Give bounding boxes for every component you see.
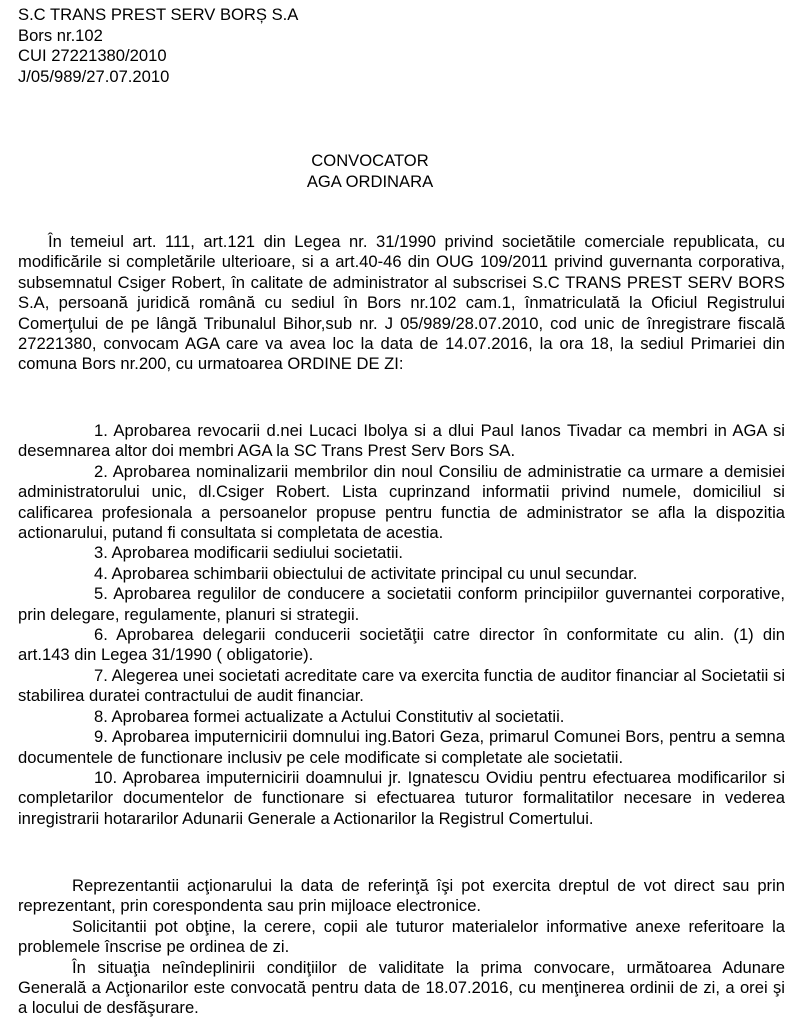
agenda-item: 3. Aprobarea modificarii sediului societatii.: [94, 543, 403, 563]
intro-paragraph: În temeiul art. 111, art.121 din Legea nr. 31/1990 privind societătile comerciale republicata, cu modificările si completările ulterioare, si a art.40-46 din OUG 109/2011 privind guvernanta corporativa, subsemnatul Csiger Robert, în calitate de administrator al subscrisei S.C TRANS PREST SERV BORS S.A, persoană juridică română cu sediul în Bors nr.102 cam.1, înmatriculată la Oficiul Registrului Comerţului de pe lângă Tribunalul Bihor,sub nr. J 05/989/28.07.2010, cod unic de înregistrare fiscală 27221380, convocam AGA care va avea loc la data de 14.07.2016, la ora 18, la sediul Primariei din comuna Bors nr.200, cu urmatoarea ORDINE DE ZI:: [18, 232, 785, 374]
closing-section: [18, 876, 785, 1019]
agenda-item: 4. Aprobarea schimbarii obiectului de activitate principal cu unul secundar.: [94, 563, 638, 583]
closing-paragraph-second-convocation: În situaţia neîndeplinirii condiţiilor de validitate la prima convocare, următoarea Adunare Generală a Acţionarilor este convocată pentru data de 18.07.2016, cu menţinerea ordinii de zi, a orei şi a locului de desfăşurare.: [18, 957, 785, 1018]
closing-paragraph-voting: Reprezentantii acţionarului la data de referinţă îşi pot exercita dreptul de vot direct sau prin reprezentant, prin corespondenta sau prin mijloace electronice.: [18, 876, 785, 916]
agenda-item: 8. Aprobarea formei actualizate a Actului Constitutiv al societatii.: [94, 706, 565, 726]
company-registry-number: J/05/989/27.07.2010: [18, 66, 170, 86]
agenda-item: 7. Alegerea unei societati acreditate care va exercita functia de auditor financiar al Societatii si stabilirea duratei contractului de audit financiar.: [18, 665, 785, 706]
intro-section: [18, 232, 785, 375]
agenda-item: 5. Aprobarea regulilor de conducere a societatii conform principiilor guvernantei corporative, prin delegare, regulamente, planuri si strategii.: [18, 584, 785, 624]
company-name: S.C TRANS PREST SERV BORȘ S.A: [18, 5, 299, 24]
company-header: [18, 5, 298, 87]
closing-paragraph-copies: Solicitantii pot obţine, la cerere, copii ale tuturor materialelor informative anexe referitoare la problemele înscrise pe ordinea de zi.: [18, 916, 785, 957]
document-title: [0, 150, 740, 192]
company-cui: CUI 27221380/2010: [18, 46, 167, 65]
agenda-item: 9. Aprobarea imputernicirii domnului ing.Batori Geza, primarul Comunei Bors, pentru a semna documentele de functionare inclusiv pe cele modificate si completate ale societatii.: [18, 727, 785, 767]
agenda-item: 2. Aprobarea nominalizarii membrilor din noul Consiliu de administratie ca urmare a demisiei administratorului unic, dl.Csiger Robert. Lista cuprinzand informatii privind numele, domiciliul si calificarea profesionala a persoanelor propuse pentru functia de administrator se afla la dispozitia actionarului, putand fi consultata si completata de acestia.: [18, 461, 785, 543]
title-aga-ordinara: AGA ORDINARA: [306, 172, 434, 191]
agenda-list: [18, 421, 785, 829]
company-address: Bors nr.102: [18, 25, 103, 45]
agenda-item: 1. Aprobarea revocarii d.nei Lucaci Ibolya si a dlui Paul Ianos Tivadar ca membri in AGA si desemnarea altor doi membri AGA la SC Trans Prest Serv Bors SA.: [18, 421, 785, 461]
title-convocator: CONVOCATOR: [311, 151, 429, 170]
agenda-item: 10. Aprobarea imputernicirii doamnului jr. Ignatescu Ovidiu pentru efectuarea modificarilor si completarilor documentelor de functionare si efectuarea tuturor formalitatilor necesare in vederea inregistrarii hotararilor Adunarii Generale a Actionarilor la Registrul Comertului.: [18, 767, 785, 828]
agenda-item: 6. Aprobarea delegarii conducerii societăţii catre director în conformitate cu alin. (1) din art.143 din Legea 31/1990 ( obligatorie).: [18, 625, 785, 665]
